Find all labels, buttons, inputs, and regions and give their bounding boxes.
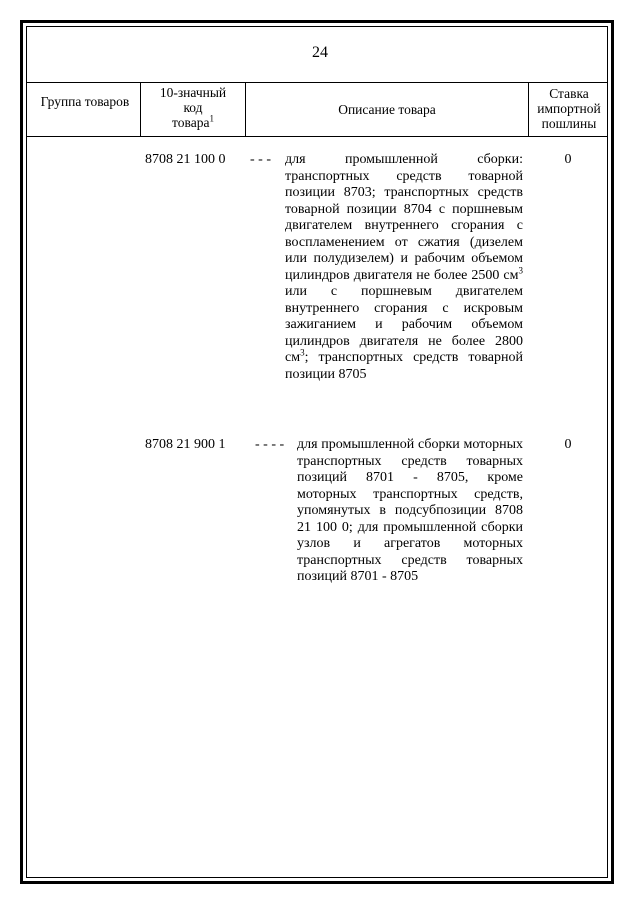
row-2-rate: 0 — [564, 437, 572, 452]
header-group: Группа товаров — [40, 94, 130, 109]
row-2-description: для промышленной сборки моторных транспортных средств товарных позиций 8701 - 8705, кроме моторных транспортных средств, упомянутых в подсубпозиции 8708 21 100 0; для промышленной сборки узлов и агрегатов моторных транспортных средств товарных позиций 8701 - 8705 — [297, 437, 523, 584]
header-code: 10-значный код товара$^1$ — [159, 85, 227, 130]
page-number: 24 — [312, 44, 328, 61]
row-1-dashes: - - - — [250, 152, 271, 167]
row-1-rate: 0 — [564, 152, 572, 167]
col-divider-3 — [528, 82, 529, 136]
header-bottom-line — [26, 136, 608, 137]
row-2-code: 8708 21 900 1 — [145, 437, 226, 452]
col-divider-1 — [140, 82, 141, 136]
row-1-code: 8708 21 100 0 — [145, 152, 226, 167]
header-top-line — [26, 82, 608, 83]
header-description: Описание товара — [338, 102, 436, 117]
header-rate: Ставка импортной пошлины — [537, 86, 601, 131]
row-2-dashes: - - - - — [255, 437, 285, 452]
row-1-description: для промышленной сборки: транспортных средств товарной позиции 8703; транспортных средств товарной позиции 8704 с поршневым двигателем внутреннего сгорания с воспламенением от сжатия (дизелем или полудизелем) и рабочим объемом цилиндров двигателя не более 2500 $см^3$ или с поршневым двигателем внутреннего сгорания с искровым зажиганием и рабочим объемом цилиндров двигателя не более 2800 $см^3$; транспортных средств товарной позиции 8705 — [285, 152, 523, 382]
